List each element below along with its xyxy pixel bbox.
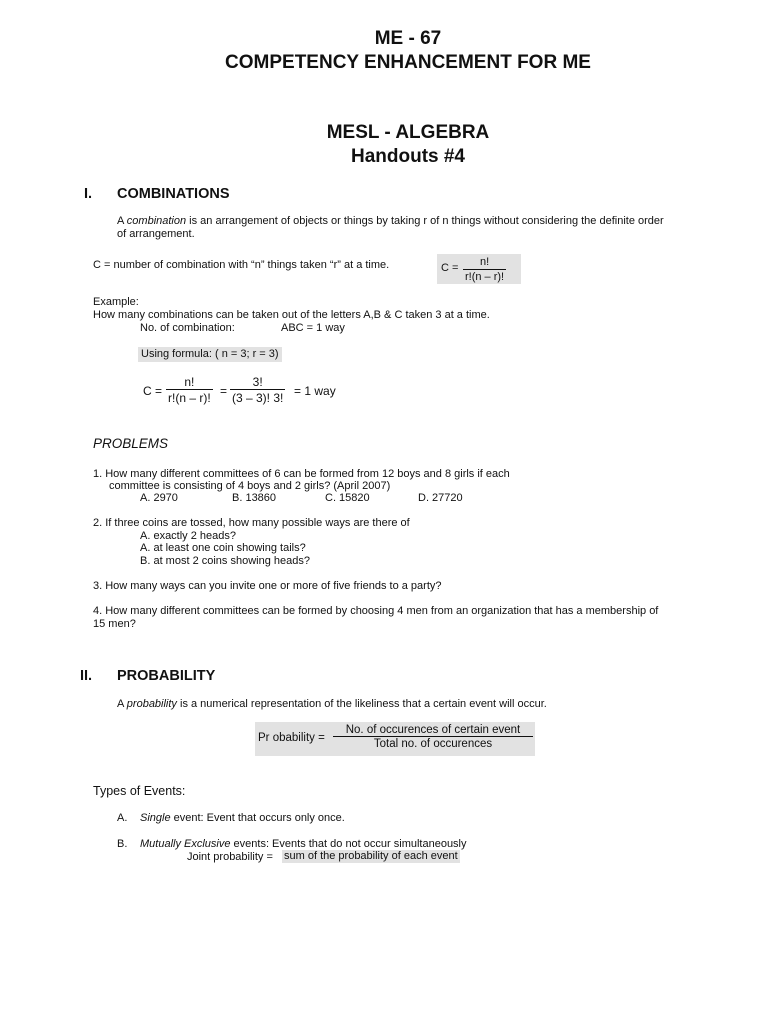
problem-2-sub-1: A. exactly 2 heads? (140, 530, 237, 542)
example-no-label: No. of combination: (140, 322, 235, 334)
problem-4-line1: 4. How many different committees can be formed by choosing 4 men from an organization that has a membership of (93, 605, 659, 617)
calc-fraction-1-denominator: r!(n – r)! (168, 391, 211, 405)
combination-definition-line2: of arrangement. (117, 228, 195, 240)
example-no-value: ABC = 1 way (281, 322, 345, 334)
section1-numeral: I. (84, 186, 93, 202)
event-a-letter: A. (117, 812, 128, 824)
problem-2-sub-3: B. at most 2 coins showing heads? (140, 555, 310, 567)
problem-4-line2: 15 men? (93, 618, 136, 630)
problem-3: 3. How many ways can you invite one or more of five friends to a party? (93, 580, 442, 592)
example-label: Example: (93, 296, 139, 308)
using-formula: Using formula: ( n = 3; r = 3) (138, 347, 282, 362)
probability-formula-lhs: Pr obability = (258, 732, 325, 744)
problem-1-line1: 1. How many different committees of 6 can be formed from 12 boys and 8 girls if each (93, 468, 510, 480)
section1-title: COMBINATIONS (117, 186, 230, 202)
problems-title: PROBLEMS (93, 436, 169, 451)
calc-result: = 1 way (294, 384, 336, 398)
calc-fraction-1 (166, 375, 213, 405)
joint-probability-value: sum of the probability of each event (284, 850, 458, 862)
probability-definition: A probability is a numerical representation of the likeliness that a certain event will occur. (117, 698, 547, 710)
problem-2-sub-2: A. at least one coin showing tails? (140, 542, 306, 554)
problem-1-choice-c: C. 15820 (325, 492, 370, 504)
problem-1-choice-b: B. 13860 (232, 492, 277, 504)
problem-1-choice-d: D. 27720 (418, 492, 463, 504)
problem-2-line1: 2. If three coins are tossed, how many possible ways are there of (93, 517, 410, 529)
example-question: How many combinations can be taken out of the letters A,B & C taken 3 at a time. (93, 309, 490, 321)
course-code: ME - 67 (374, 28, 442, 49)
formula-denominator: r!(n – r)! (465, 271, 505, 283)
event-a-description: Single event: Event that occurs only once. (140, 812, 345, 824)
probability-numerator: No. of occurences of certain event (345, 724, 521, 736)
combination-definition: A combination is an arrangement of objects or things by taking r of n things without considering the definite order (117, 215, 664, 227)
event-b-letter: B. (117, 838, 128, 850)
c-definition: C = number of combination with “n” things taken “r” at a time. (93, 259, 390, 271)
formula-numerator: n! (479, 256, 490, 268)
calc-equals: = (220, 384, 228, 398)
types-of-events-label: Types of Events: (93, 784, 186, 798)
section2-title: PROBABILITY (117, 668, 216, 684)
calc-fraction-2-numerator: 3! (252, 375, 263, 389)
joint-probability-label: Joint probability = (187, 851, 273, 863)
combination-formula-fraction (463, 256, 506, 284)
handout-title: Handouts #4 (350, 146, 466, 167)
problem-1-choice-a: A. 2970 (140, 492, 178, 504)
section2-numeral: II. (80, 668, 93, 684)
probability-denominator: Total no. of occurences (333, 736, 533, 750)
formula-lhs: C = (441, 262, 459, 274)
probability-formula-fraction (333, 724, 533, 750)
calc-lhs: C = (143, 384, 163, 398)
calc-fraction-1-numerator: n! (184, 375, 195, 389)
calc-fraction-2-denominator: (3 – 3)! 3! (232, 391, 284, 405)
problem-1-line2: committee is consisting of 4 boys and 2 girls? (April 2007) (109, 480, 391, 492)
course-title: COMPETENCY ENHANCEMENT FOR ME (225, 52, 591, 73)
event-b-description: Mutually Exclusive events: Events that do not occur simultaneously (140, 838, 467, 850)
calc-fraction-2 (230, 375, 285, 405)
subject-title: MESL - ALGEBRA (326, 122, 490, 143)
